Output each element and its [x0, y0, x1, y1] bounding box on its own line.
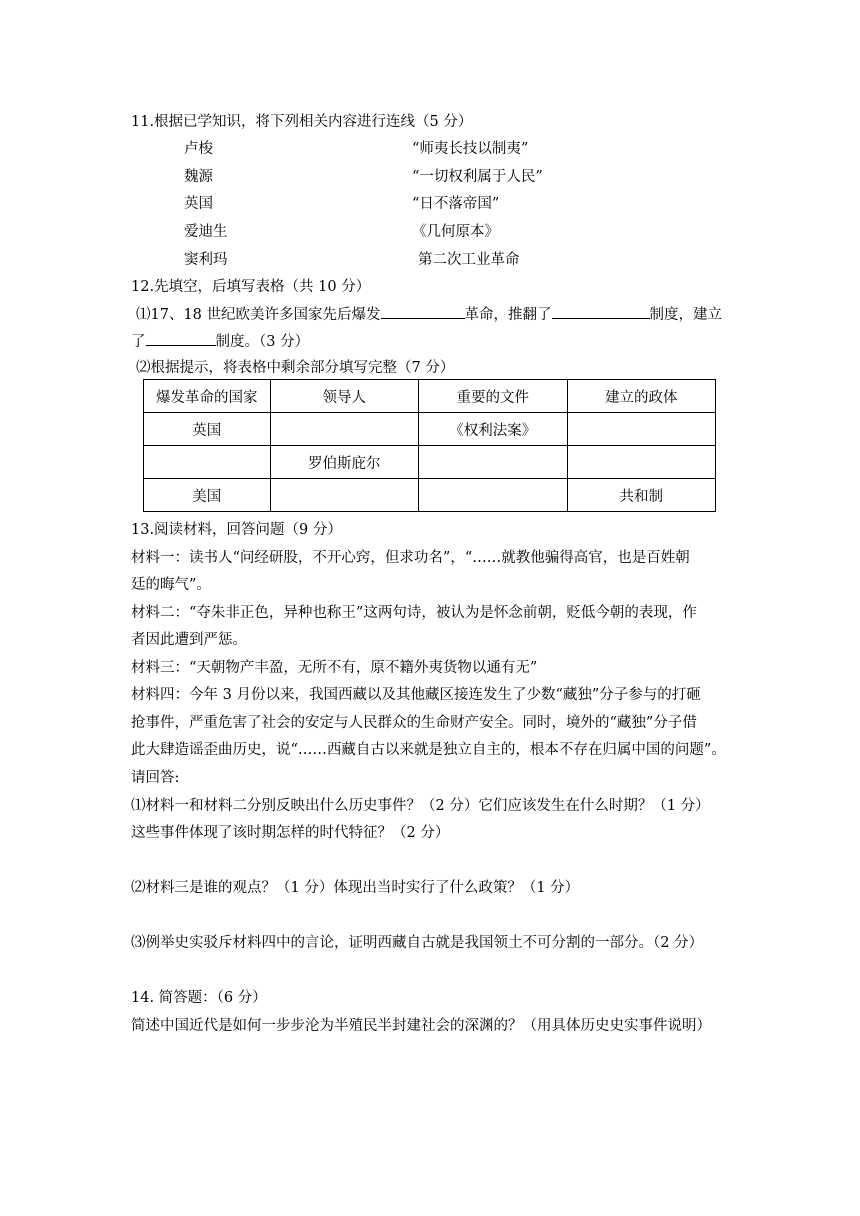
sub-question-2: ⑵材料三是谁的观点？（1 分）体现出当时实行了什么政策？（1 分） — [131, 880, 580, 896]
q11-left-item: 英国 — [184, 196, 213, 212]
q14-text: 简述中国近代是如何一步步沦为半殖民半封建社会的深渊的？（用具体历史史实事件说明） — [131, 1018, 711, 1034]
q12-text: 制度，建立 — [649, 307, 723, 323]
q14-title: 14. 简答题：（6 分） — [131, 990, 267, 1006]
fill-blank[interactable] — [552, 304, 650, 319]
q11-title: 11.根据已学知识，将下列相关内容进行连线（5 分） — [131, 114, 473, 130]
q12-title: 12.先填空，后填写表格（共 10 分） — [131, 279, 371, 295]
material-1-line: 廷的晦气”。 — [131, 577, 211, 593]
table-cell-blank[interactable] — [567, 446, 715, 479]
table-row — [144, 446, 716, 479]
table-cell: 美国 — [144, 479, 271, 512]
q11-right-item: 第二次工业革命 — [418, 252, 520, 268]
q12-part1-line2 — [131, 331, 309, 352]
table-cell: 罗伯斯庇尔 — [270, 446, 418, 479]
fill-blank[interactable] — [146, 331, 216, 346]
q11-left-item: 窦利玛 — [184, 252, 228, 268]
table-row — [144, 413, 716, 446]
revolution-table — [143, 379, 716, 512]
q12-part2: ⑵根据提示，将表格中剩余部分填写完整（7 分） — [136, 360, 455, 376]
table-cell-blank[interactable] — [419, 479, 568, 512]
table-cell: 《权利法案》 — [419, 413, 568, 446]
material-1-line: 材料一：读书人“问经研股，不开心窍，但求功名”，“……就教他骗得高官，也是百姓朝 — [131, 550, 690, 566]
q13-title: 13.阅读材料，回答问题（9 分） — [131, 522, 342, 538]
table-header-row — [144, 380, 716, 413]
table-cell-blank[interactable] — [144, 446, 271, 479]
q11-right-item: 《几何原本》 — [412, 224, 499, 240]
fill-blank[interactable] — [381, 304, 465, 319]
sub-question-1: 这些事件体现了该时期怎样的时代特征？（2 分） — [131, 825, 450, 841]
material-4-line: 此大肆造谣歪曲历史，说“……西藏自古以来就是独立自主的，根本不存在归属中国的问题”。 — [131, 742, 726, 758]
q11-right-item: “日不落帝国” — [412, 196, 500, 212]
table-row — [144, 479, 716, 512]
material-2-line: 材料二：“夺朱非正色，异种也称王”这两句诗，被认为是怀念前朝，贬低今朝的表现，作 — [131, 605, 697, 621]
q12-part1-line1 — [136, 304, 722, 325]
table-header-cell: 重要的文件 — [419, 380, 568, 413]
q12-text: ⑴17、18 世纪欧美许多国家先后爆发 — [136, 307, 381, 323]
sub-question-3: ⑶例举史实驳斥材料四中的言论，证明西藏自古就是我国领土不可分割的一部分。（2 分） — [131, 935, 704, 951]
table-header-cell: 领导人 — [270, 380, 418, 413]
table-cell-blank[interactable] — [567, 413, 715, 446]
table-cell-blank[interactable] — [419, 446, 568, 479]
material-2-line: 者因此遭到严惩。 — [131, 632, 247, 648]
table-header-cell: 爆发革命的国家 — [144, 380, 271, 413]
table-header-cell: 建立的政体 — [567, 380, 715, 413]
q11-left-item: 卢梭 — [184, 141, 213, 157]
table-cell-blank[interactable] — [270, 413, 418, 446]
q11-right-item: “一切权利属于人民” — [412, 169, 543, 185]
q12-text: 制度。（3 分） — [215, 334, 310, 350]
q12-text: 革命，推翻了 — [464, 307, 552, 323]
q12-text: 了 — [131, 334, 146, 350]
material-4-line: 材料四：今年 3 月份以来，我国西藏以及其他藏区接连发生了少数“藏独”分子参与的打砸 — [131, 687, 701, 703]
ask-label: 请回答: — [131, 770, 180, 786]
q11-left-item: 魏源 — [184, 169, 213, 185]
table-cell: 共和制 — [567, 479, 715, 512]
table-cell: 英国 — [144, 413, 271, 446]
material-4-line: 抢事件，严重危害了社会的安定与人民群众的生命财产安全。同时，境外的“藏独”分子借 — [131, 715, 697, 731]
q11-left-item: 爱迪生 — [184, 224, 228, 240]
sub-question-1: ⑴材料一和材料二分别反映出什么历史事件？（2 分）它们应该发生在什么时期？（1 分） — [131, 798, 710, 814]
material-3-line: 材料三：“天朝物产丰盈，无所不有，原不籍外夷货物以通有无” — [131, 660, 538, 676]
q11-right-item: “师夷长技以制夷” — [412, 141, 529, 157]
table-cell-blank[interactable] — [270, 479, 418, 512]
